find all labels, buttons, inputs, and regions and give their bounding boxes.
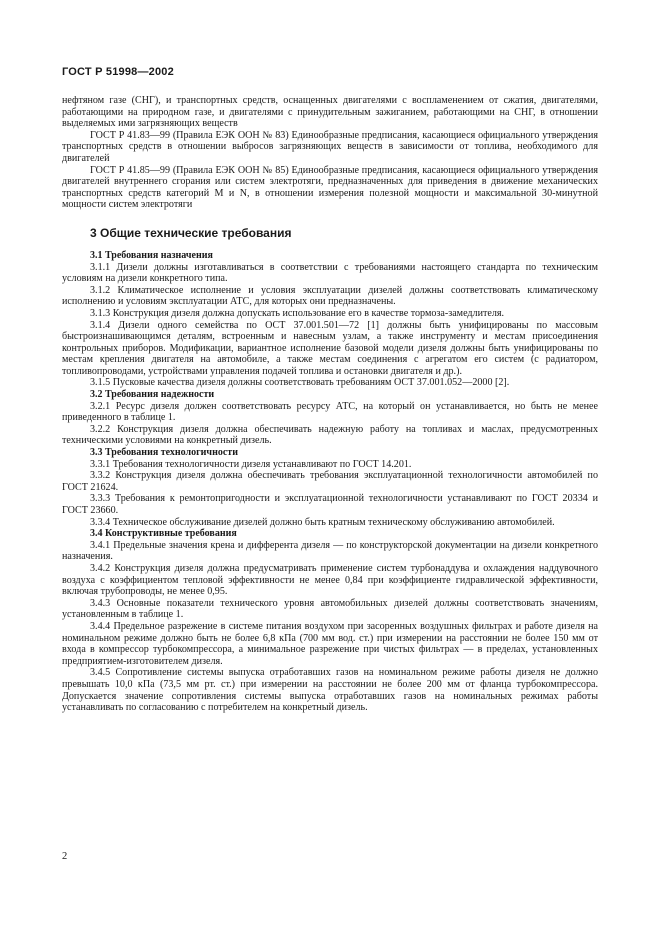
intro-paragraph-gost-41-83: ГОСТ Р 41.83—99 (Правила ЕЭК ООН № 83) Единообразные предписания, касающиеся официального утверждения транспортных средств в отношении выбросов загрязняющих веществ в зависимости от топлива, необходимого для двигателей bbox=[62, 129, 598, 164]
clause-3-4-1: 3.4.1 Предельные значения крена и дифферента дизеля — по конструкторской документации на дизели конкретного назначения. bbox=[62, 539, 598, 563]
subsection-3-3-title: 3.3 Требования технологичности bbox=[90, 447, 238, 459]
subsection-3-2-title: 3.2 Требования надежности bbox=[90, 389, 215, 401]
clause-3-1-1: 3.1.1 Дизели должны изготавливаться в соответствии с требованиями настоящего стандарта по техническим условиям на дизели конкретного типа. bbox=[62, 261, 598, 285]
clause-3-2-1: 3.2.1 Ресурс дизеля должен соответствовать ресурсу АТС, на который он устанавливается, но быть не менее приведенного в таблице 1. bbox=[62, 400, 598, 424]
clause-3-4-2: 3.4.2 Конструкция дизеля должна предусматривать применение систем турбонаддува и охлаждения наддувочного воздуха с коэффициентом тепловой эффективности не менее 0,84 при коэффициенте гидравлической эффективности, включая трубопроводы, не менее 0,95. bbox=[62, 562, 598, 598]
clause-3-4-5: 3.4.5 Сопротивление системы выпуска отработавших газов на номинальном режиме работы дизеля не должно превышать 10,0 кПа (73,5 мм рт. ст.) при измерении на расстоянии не более 200 мм от фланца турбокомпрессора. Допускается значение сопротивления системы выпуска отработавших газов на номинальных режимах работы устанавливать по согласованию с потребителем на конкретный дизель. bbox=[62, 667, 598, 714]
clause-3-1-3: 3.1.3 Конструкция дизеля должна допускать использование его в качестве тормоза-замедлителя. bbox=[90, 307, 505, 319]
intro-paragraph-continuation: нефтяном газе (СНГ), и транспортных средств, оснащенных двигателями с воспламенением от сжатия, двигателями, работающими на природном газе, и двигателями с принудительным зажиганием, работающими на СНГ, в отношении выделяемых ими загрязняющих веществ bbox=[62, 95, 598, 130]
clause-3-3-2: 3.3.2 Конструкция дизеля должна обеспечивать требования эксплуатационной технологичности автомобилей по ГОСТ 21624. bbox=[62, 470, 598, 493]
subsection-3-4-title: 3.4 Конструктивные требования bbox=[90, 528, 237, 540]
clause-3-2-2: 3.2.2 Конструкция дизеля должна обеспечивать надежную работу на топливах и маслах, предусмотренных техническими условиями на конкретный дизель. bbox=[62, 423, 598, 447]
clause-3-1-4: 3.1.4 Дизели одного семейства по ОСТ 37.001.501—72 [1] должны быть унифицированы по массовым быстроизнашивающимся деталям, встроенным и навесным узлам, а также инструменту и местам присоединения контрольных приборов. Модификации, вариантное исполнение базовой модели дизеля должны быть унифицированы по местам крепления двигателя на автомобиле, а также местам соединения с агрегатом его систем (с радиатором, топливопроводами, устройствами управления подачей топлива и остановки двигателя и др.). bbox=[62, 319, 598, 377]
subsection-3-1-title: 3.1 Требования назначения bbox=[90, 249, 213, 261]
clause-3-3-3: 3.3.3 Требования к ремонтопригодности и эксплуатационной технологичности устанавливают по ГОСТ 20334 и ГОСТ 23660. bbox=[62, 493, 598, 516]
page-number: 2 bbox=[62, 851, 68, 862]
clause-3-4-4: 3.4.4 Предельное разрежение в системе питания воздухом при засоренных воздушных фильтрах и работе дизеля на номинальном режиме должно быть не более 6,8 кПа (700 мм вод. ст.) при измерении на расстоянии не более 150 мм от входа в компрессор турбокомпрессора, а минимальное разрежение при чистых фильтрах — в пределах, установленных предприятием-изготовителем дизеля. bbox=[62, 620, 598, 667]
standard-header: ГОСТ Р 51998—2002 bbox=[62, 66, 174, 78]
intro-paragraph-gost-41-85: ГОСТ Р 41.85—99 (Правила ЕЭК ООН № 85) Единообразные предписания, касающиеся официального утверждения двигателей внутреннего сгорания или систем электротяги, предназначенных для приведения в движение механических транспортных средств категорий М и N, в отношении измерения полезной мощности и максимальной 30-минутной мощности систем электротяги bbox=[62, 164, 598, 211]
clause-3-3-4: 3.3.4 Техническое обслуживание дизелей должно быть кратным техническому обслуживанию автомобилей. bbox=[90, 516, 555, 528]
clause-3-1-5: 3.1.5 Пусковые качества дизеля должны соответствовать требованиям ОСТ 37.001.052—2000 [2]. bbox=[90, 377, 510, 389]
clause-3-4-3: 3.4.3 Основные показатели технического уровня автомобильных дизелей должны соответствовать значениям, установленным в таблице 1. bbox=[62, 597, 598, 621]
clause-3-1-2: 3.1.2 Климатическое исполнение и условия эксплуатации дизелей должны соответствовать климатическому исполнению и условиям эксплуатации АТС, для которых они предназначены. bbox=[62, 284, 598, 308]
page-content bbox=[62, 95, 598, 714]
clause-3-3-1: 3.3.1 Требования технологичности дизеля устанавливают по ГОСТ 14.201. bbox=[90, 458, 412, 470]
section-3-title: 3 Общие технические требования bbox=[90, 225, 292, 240]
